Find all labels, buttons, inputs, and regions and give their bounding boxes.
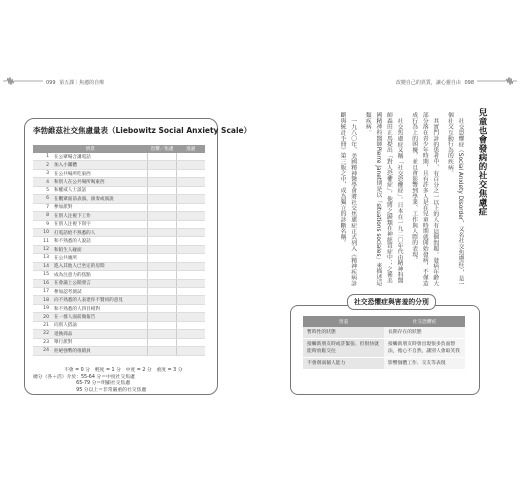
situation-text: 在公眾場合講電話 — [52, 153, 148, 161]
fear-score-cell[interactable] — [148, 279, 177, 287]
avoid-score-cell[interactable] — [177, 304, 206, 312]
item-number: 18 — [33, 296, 52, 304]
fear-score-cell[interactable] — [148, 203, 177, 211]
fear-score-cell[interactable] — [148, 245, 177, 253]
avoid-score-cell[interactable] — [177, 262, 206, 270]
fear-score-cell[interactable] — [148, 262, 177, 270]
phobia-cell: 接觸新朋友時會出現很多負面想法，擔心不自然，讓別人會取笑我 — [384, 339, 465, 358]
fear-score-cell[interactable] — [148, 296, 177, 304]
audio-wave-decoration — [477, 76, 517, 86]
comparison-title: 社交恐懼症與害羞的分別 — [347, 294, 436, 310]
situation-text: 和不熟悉的人四目相對 — [52, 304, 148, 312]
right-running-title: 改變自己的異質，讓心靈自由 — [395, 80, 461, 86]
item-number: 13 — [33, 254, 52, 262]
situation-text: 加入小團體 — [52, 161, 148, 169]
fear-score-cell[interactable] — [148, 228, 177, 236]
fear-score-cell[interactable] — [148, 254, 177, 262]
item-number: 24 — [33, 347, 52, 355]
shyness-cell: 接觸新朋友時或許緊張、但很快就能夠放鬆交往 — [303, 339, 384, 358]
avoid-score-cell[interactable] — [177, 186, 206, 194]
scale-row — [33, 347, 205, 355]
avoid-score-cell[interactable] — [177, 195, 206, 203]
avoid-score-cell[interactable] — [177, 347, 206, 355]
situation-text: 成為注意力的焦點 — [52, 271, 148, 279]
left-page-number: 099 — [46, 80, 56, 86]
scale-row — [33, 212, 205, 220]
fear-score-cell[interactable] — [148, 321, 177, 329]
shyness-cell: 不會削弱個人能力 — [303, 358, 384, 370]
avoid-score-cell[interactable] — [177, 153, 206, 161]
item-number: 4 — [33, 178, 52, 186]
avoid-score-cell[interactable] — [177, 313, 206, 321]
scale-title: 李勃維茲社交焦慮量表（Liebowitz Social Anxiety Scale） — [33, 126, 252, 135]
phobia-cell: 影響個體工作、交友等表現 — [384, 358, 465, 370]
scale-table — [33, 145, 205, 356]
fear-score-cell[interactable] — [148, 313, 177, 321]
situation-text: 在一群人面前做報告 — [52, 313, 148, 321]
fear-score-cell[interactable] — [148, 271, 177, 279]
scale-row — [33, 279, 205, 287]
item-number: 15 — [33, 271, 52, 279]
fear-score-cell[interactable] — [148, 304, 177, 312]
item-number: 1 — [33, 153, 52, 161]
table-row — [303, 327, 465, 339]
fear-score-cell[interactable] — [148, 186, 177, 194]
item-number: 17 — [33, 288, 52, 296]
header-social-phobia: 社交恐懼症 — [384, 316, 465, 327]
comparison-table — [303, 316, 465, 370]
situation-text: 在觀眾面前表演、演奏或演說 — [52, 195, 148, 203]
avoid-score-cell[interactable] — [177, 203, 206, 211]
situation-text: 打電話給不熟悉的人 — [52, 228, 148, 236]
avoid-score-cell[interactable] — [177, 161, 206, 169]
avoid-score-cell[interactable] — [177, 212, 206, 220]
situation-text: 舉行派對 — [52, 338, 148, 346]
item-number: 11 — [33, 237, 52, 245]
scale-row — [33, 161, 205, 169]
avoid-score-cell[interactable] — [177, 169, 206, 177]
left-chapter-title: 第五課｜焦慮的自療 — [59, 80, 105, 86]
avoid-score-cell[interactable] — [177, 178, 206, 186]
situation-text: 和不熟悉的人說話 — [52, 237, 148, 245]
avoid-score-cell[interactable] — [177, 245, 206, 253]
item-number: 2 — [33, 161, 52, 169]
avoid-score-cell[interactable] — [177, 220, 206, 228]
article-title: 兒童也會發病的社交焦慮症 — [477, 108, 487, 216]
right-page-number: 098 — [464, 80, 474, 86]
item-number: 9 — [33, 220, 52, 228]
situation-text: 和權威人士談話 — [52, 186, 148, 194]
scoring-guide: 總分（各＋活）介於：55-64 分＝中度社交焦慮 65-79 分＝明顯社交焦慮 95 分以上＝非常嚴重的社交焦慮 — [33, 375, 147, 393]
fear-score-cell[interactable] — [148, 338, 177, 346]
header-fear: 恐懼／焦慮 — [148, 145, 177, 153]
fear-score-cell[interactable] — [148, 220, 177, 228]
fear-score-cell[interactable] — [148, 161, 177, 169]
article-paragraph: 一九八〇年，美國精神醫學會將社交焦慮症正式列入《精神疾病診斷與統計手冊》第三版之中，成為獨立的診斷名稱。 — [339, 112, 356, 286]
situation-text: 在別人注視下寫字 — [52, 220, 148, 228]
scale-row — [33, 338, 205, 346]
item-number: 16 — [33, 279, 52, 287]
situation-text: 在別人注視下工作 — [52, 212, 148, 220]
scale-row — [33, 245, 205, 253]
situation-text: 和陌生人碰面 — [52, 245, 148, 253]
fear-score-cell[interactable] — [148, 195, 177, 203]
fear-score-cell[interactable] — [148, 347, 177, 355]
fear-score-cell[interactable] — [148, 169, 177, 177]
scale-row — [33, 330, 205, 338]
scale-row — [33, 195, 205, 203]
scale-row — [33, 203, 205, 211]
item-number: 21 — [33, 321, 52, 329]
header-shyness: 害羞 — [303, 316, 384, 327]
article-body — [300, 112, 465, 287]
item-number: 5 — [33, 186, 52, 194]
avoid-score-cell[interactable] — [177, 288, 206, 296]
audio-wave-decoration — [3, 76, 43, 86]
item-number: 14 — [33, 262, 52, 270]
item-number: 20 — [33, 313, 52, 321]
scale-row — [33, 220, 205, 228]
shyness-cell: 暫時性的狀態 — [303, 327, 384, 339]
situation-text: 向別人搭訕 — [52, 321, 148, 329]
article-paragraph: 其實門診的患者中，有百分之一以上的人有這個問題。發病年齡大部分落在青少年時期，且有許多人是在兒童時期就開始發病，不僅造成行為上的困擾，並且會影響到學業、工作與人際的表現。 — [410, 112, 438, 286]
scale-row — [33, 178, 205, 186]
situation-text: 參加派對 — [52, 203, 148, 211]
scale-row — [33, 313, 205, 321]
scale-row — [33, 288, 205, 296]
fear-score-cell[interactable] — [148, 178, 177, 186]
header-avoid: 逃避 — [177, 145, 206, 153]
scale-row — [33, 271, 205, 279]
fear-score-cell[interactable] — [148, 237, 177, 245]
item-number: 3 — [33, 169, 52, 177]
situation-text: 參加認考測試 — [52, 288, 148, 296]
situation-text: 在會議上公開發言 — [52, 279, 148, 287]
fear-score-cell[interactable] — [148, 153, 177, 161]
avoid-score-cell[interactable] — [177, 271, 206, 279]
fear-score-cell[interactable] — [148, 288, 177, 296]
situation-text: 向不熟悉的人表達你不贊同的意見 — [52, 296, 148, 304]
avoid-score-cell[interactable] — [177, 338, 206, 346]
situation-text: 在公共廁所 — [52, 254, 148, 262]
scale-row — [33, 254, 205, 262]
scale-row — [33, 153, 205, 161]
item-number: 8 — [33, 212, 52, 220]
avoid-score-cell[interactable] — [177, 321, 206, 329]
header-situation: 情景 — [33, 145, 148, 153]
table-row — [303, 358, 465, 370]
scale-row — [33, 169, 205, 177]
avoid-score-cell[interactable] — [177, 237, 206, 245]
item-number: 6 — [33, 195, 52, 203]
right-page-header — [396, 79, 476, 86]
scale-row — [33, 228, 205, 236]
avoid-score-cell[interactable] — [177, 228, 206, 236]
scale-row — [33, 321, 205, 329]
avoid-score-cell[interactable] — [177, 279, 206, 287]
item-number: 19 — [33, 304, 52, 312]
avoid-score-cell[interactable] — [177, 296, 206, 304]
situation-text: 進入其他人已坐定的房間 — [52, 262, 148, 270]
fear-score-cell[interactable] — [148, 212, 177, 220]
score-legend: 不會 = 0 分 輕度 = 1 分 中度 = 2 分 重度 = 3 分 — [64, 368, 183, 373]
situation-text: 退換商品 — [52, 330, 148, 338]
scale-row — [33, 262, 205, 270]
item-number: 22 — [33, 330, 52, 338]
article-paragraph: 社交恐懼症（Social Anxiety Disorder，又名社交焦慮症），是一個社交互動行為的疾病。 — [446, 112, 463, 287]
item-number: 23 — [33, 338, 52, 346]
table-row — [303, 339, 465, 358]
item-number: 7 — [33, 203, 52, 211]
fear-score-cell[interactable] — [148, 330, 177, 338]
item-number: 12 — [33, 245, 52, 253]
scale-row — [33, 296, 205, 304]
scale-row — [33, 186, 205, 194]
situation-text: 和別人在公共場所喝東西 — [52, 178, 148, 186]
phobia-cell: 長期存在的狀態 — [384, 327, 465, 339]
situation-text: 在公共場所吃東西 — [52, 169, 148, 177]
avoid-score-cell[interactable] — [177, 254, 206, 262]
left-page-header — [44, 79, 104, 86]
item-number: 10 — [33, 228, 52, 236]
scale-row — [33, 304, 205, 312]
article-paragraph: 社交焦慮症又稱「社交恐懼症」。日本在一九二〇年代由精神科醫師森田正馬提出「對人恐懼症」，他將之歸類在神經質症中；之後美國精神科醫師Pierre Janet則是以「situations sociales」來描述這類疾病。 — [364, 112, 403, 286]
situation-text: 拒絕強勢的推銷員 — [52, 347, 148, 355]
scale-row — [33, 237, 205, 245]
avoid-score-cell[interactable] — [177, 330, 206, 338]
